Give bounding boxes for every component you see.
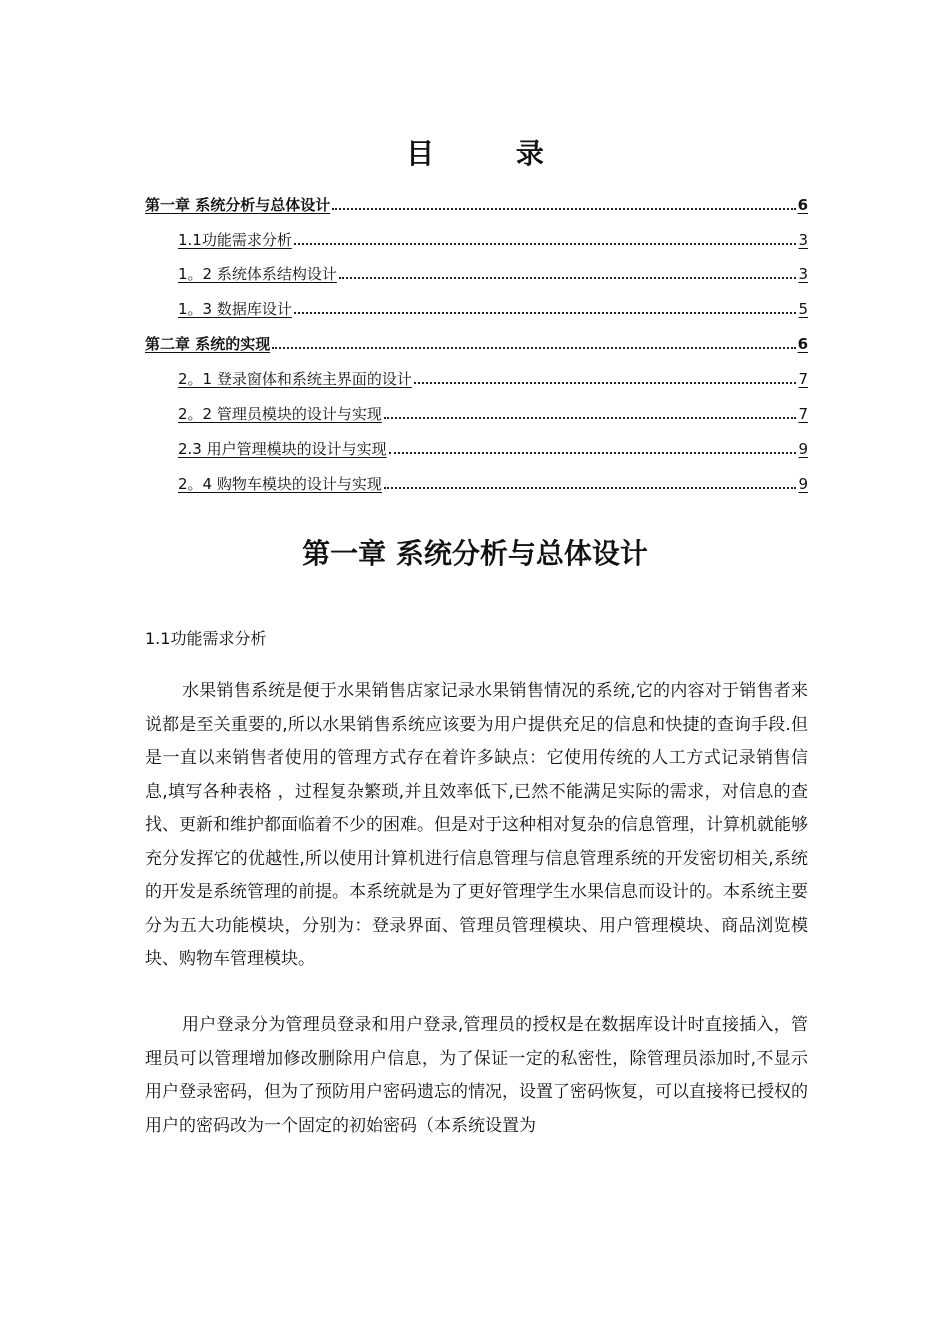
toc-entry-label: 2。1 登录窗体和系统主界面的设计 xyxy=(178,370,412,388)
toc-leader-dots xyxy=(339,276,797,279)
toc-leader-dots xyxy=(389,451,797,454)
toc-leader-dots xyxy=(384,486,797,489)
toc-entry-1-3[interactable] xyxy=(178,294,808,318)
toc-leader-dots xyxy=(332,207,795,210)
toc-entry-1-2[interactable] xyxy=(178,259,808,283)
toc-entry-page: 7 xyxy=(798,370,808,388)
section-heading: 1.1功能需求分析 xyxy=(145,629,267,648)
toc-entry-page: 6 xyxy=(797,196,808,214)
toc-entry-chapter-2[interactable] xyxy=(145,329,808,353)
body-paragraph: 用户登录分为管理员登录和用户登录,管理员的授权是在数据库设计时直接插入，管理员可以管理增加修改删除用户信息，为了保证一定的私密性，除管理员添加时,不显示用户登录密码，但为了预防用户密码遗忘的情况，设置了密码恢复，可以直接将已授权的用户的密码改为一个固定的初始密码（本系统设置为 xyxy=(145,1015,808,1136)
toc-entry-label: 2。4 购物车模块的设计与实现 xyxy=(178,475,382,493)
toc-entry-label: 1。3 数据库设计 xyxy=(178,300,292,318)
toc-entry-label: 第二章 系统的实现 xyxy=(145,335,271,353)
toc-entry-page: 9 xyxy=(798,440,808,458)
toc-entry-2-1[interactable] xyxy=(178,364,808,388)
toc-leader-dots xyxy=(414,381,797,384)
toc-title: 目 录 xyxy=(406,137,580,170)
toc-entry-page: 3 xyxy=(798,265,808,283)
toc-entry-page: 7 xyxy=(798,405,808,423)
toc-entry-2-2[interactable] xyxy=(178,399,808,423)
toc-entry-label: 1.1功能需求分析 xyxy=(178,231,292,249)
body-paragraph: 水果销售系统是便于水果销售店家记录水果销售情况的系统,它的内容对于销售者来说都是至关重要的,所以水果销售系统应该要为用户提供充足的信息和快捷的查询手段.但是一直以来销售者使用的管理方式存在着许多缺点：它使用传统的人工方式记录销售信息,填写各种表格 ，过程复杂繁琐,并且效率低下,已然不能满足实际的需求，对信息的查找、更新和维护都面临着不少的困难。但是对于这种相对复杂的信息管理，计算机就能够充分发挥它的优越性,所以使用计算机进行信息管理与信息管理系统的开发密切相关,系统的开发是系统管理的前提。本系统就是为了更好管理学生水果信息而设计的。本系统主要分为五大功能模块，分别为：登录界面、管理员管理模块、用户管理模块、商品浏览模块、购物车管理模块。 xyxy=(145,681,808,969)
toc-leader-dots xyxy=(294,242,797,245)
chapter-title: 第一章 系统分析与总体设计 xyxy=(302,537,648,570)
toc-entry-label: 第一章 系统分析与总体设计 xyxy=(145,196,331,214)
toc-entry-label: 2.3 用户管理模块的设计与实现 xyxy=(178,440,387,458)
toc-entry-2-4[interactable] xyxy=(178,469,808,493)
toc-entry-page: 9 xyxy=(798,475,808,493)
toc-entry-page: 5 xyxy=(798,300,808,318)
toc-entry-page: 6 xyxy=(797,335,808,353)
toc-leader-dots xyxy=(272,346,795,349)
toc-leader-dots xyxy=(384,416,797,419)
toc-entry-label: 1。2 系统体系结构设计 xyxy=(178,265,337,283)
toc-leader-dots xyxy=(294,311,797,314)
toc-entry-label: 2。2 管理员模块的设计与实现 xyxy=(178,405,382,423)
toc-entry-2-3[interactable] xyxy=(178,434,808,458)
toc-entry-chapter-1[interactable] xyxy=(145,190,808,214)
toc-entry-1-1[interactable] xyxy=(178,225,808,249)
toc-entry-page: 3 xyxy=(798,231,808,249)
